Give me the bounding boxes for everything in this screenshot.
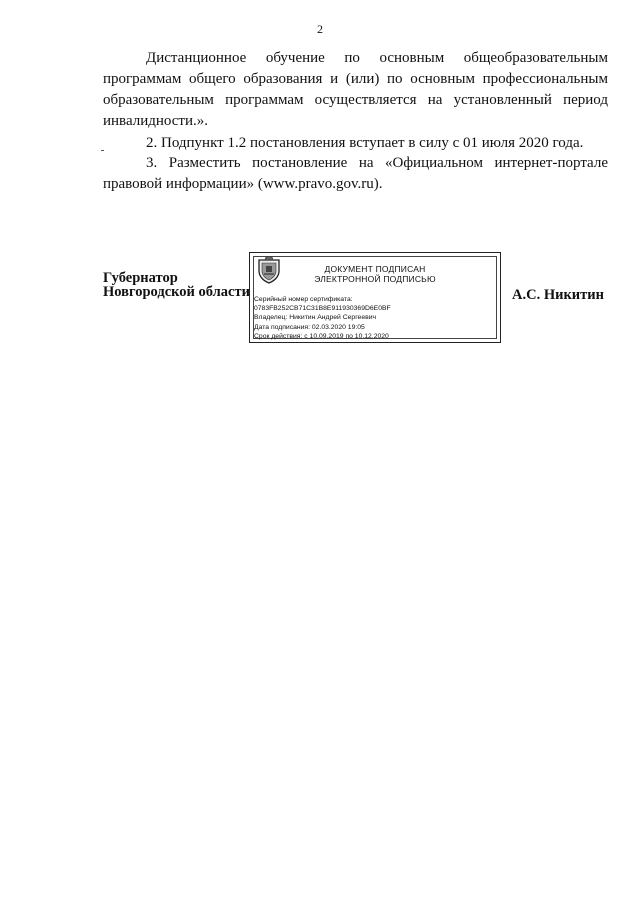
signer-title-line-2: Новгородской области	[103, 284, 250, 300]
page-number: 2	[317, 22, 323, 36]
signed-date: Дата подписания: 02.03.2020 19:05	[254, 323, 365, 331]
paragraph-2: 2. Подпункт 1.2 постановления вступает в силу с 01 июля 2020 года.	[146, 135, 584, 151]
paragraph-distance-learning: Дистанционное обучение по основным общеобразовательным программам общего образования и (или) по основным профессиональным образовательным программам осуществляется на установленный период инвалидности.».	[103, 50, 608, 129]
stamp-details	[254, 295, 496, 341]
signer-name: А.С. Никитин	[512, 287, 604, 303]
signer-title	[103, 271, 250, 299]
stamp-heading-line-2: ЭЛЕКТРОННОЙ ПОДПИСЬЮ	[314, 274, 436, 284]
certificate-label: Серийный номер сертификата:	[254, 296, 353, 303]
margin-mark	[101, 150, 104, 151]
signer-title-line-1: Губернатор	[103, 270, 178, 286]
paragraph-3: 3. Разместить постановление на «Официальном интернет-портале правовой информации» (www.pravo.gov.ru).	[103, 155, 608, 192]
electronic-signature-stamp	[249, 252, 501, 343]
certificate-number: 0783FB252CB71C31B8E911930369D6E0BF	[254, 305, 391, 313]
stamp-heading-line-1: ДОКУМЕНТ ПОДПИСАН	[324, 264, 426, 274]
certificate-owner: Владелец: Никитин Андрей Сергеевич	[254, 314, 377, 322]
stamp-heading	[300, 264, 450, 284]
validity-period: Срок действия: с 10.09.2019 по 10.12.2020	[254, 332, 389, 340]
coat-of-arms-icon	[256, 256, 282, 284]
